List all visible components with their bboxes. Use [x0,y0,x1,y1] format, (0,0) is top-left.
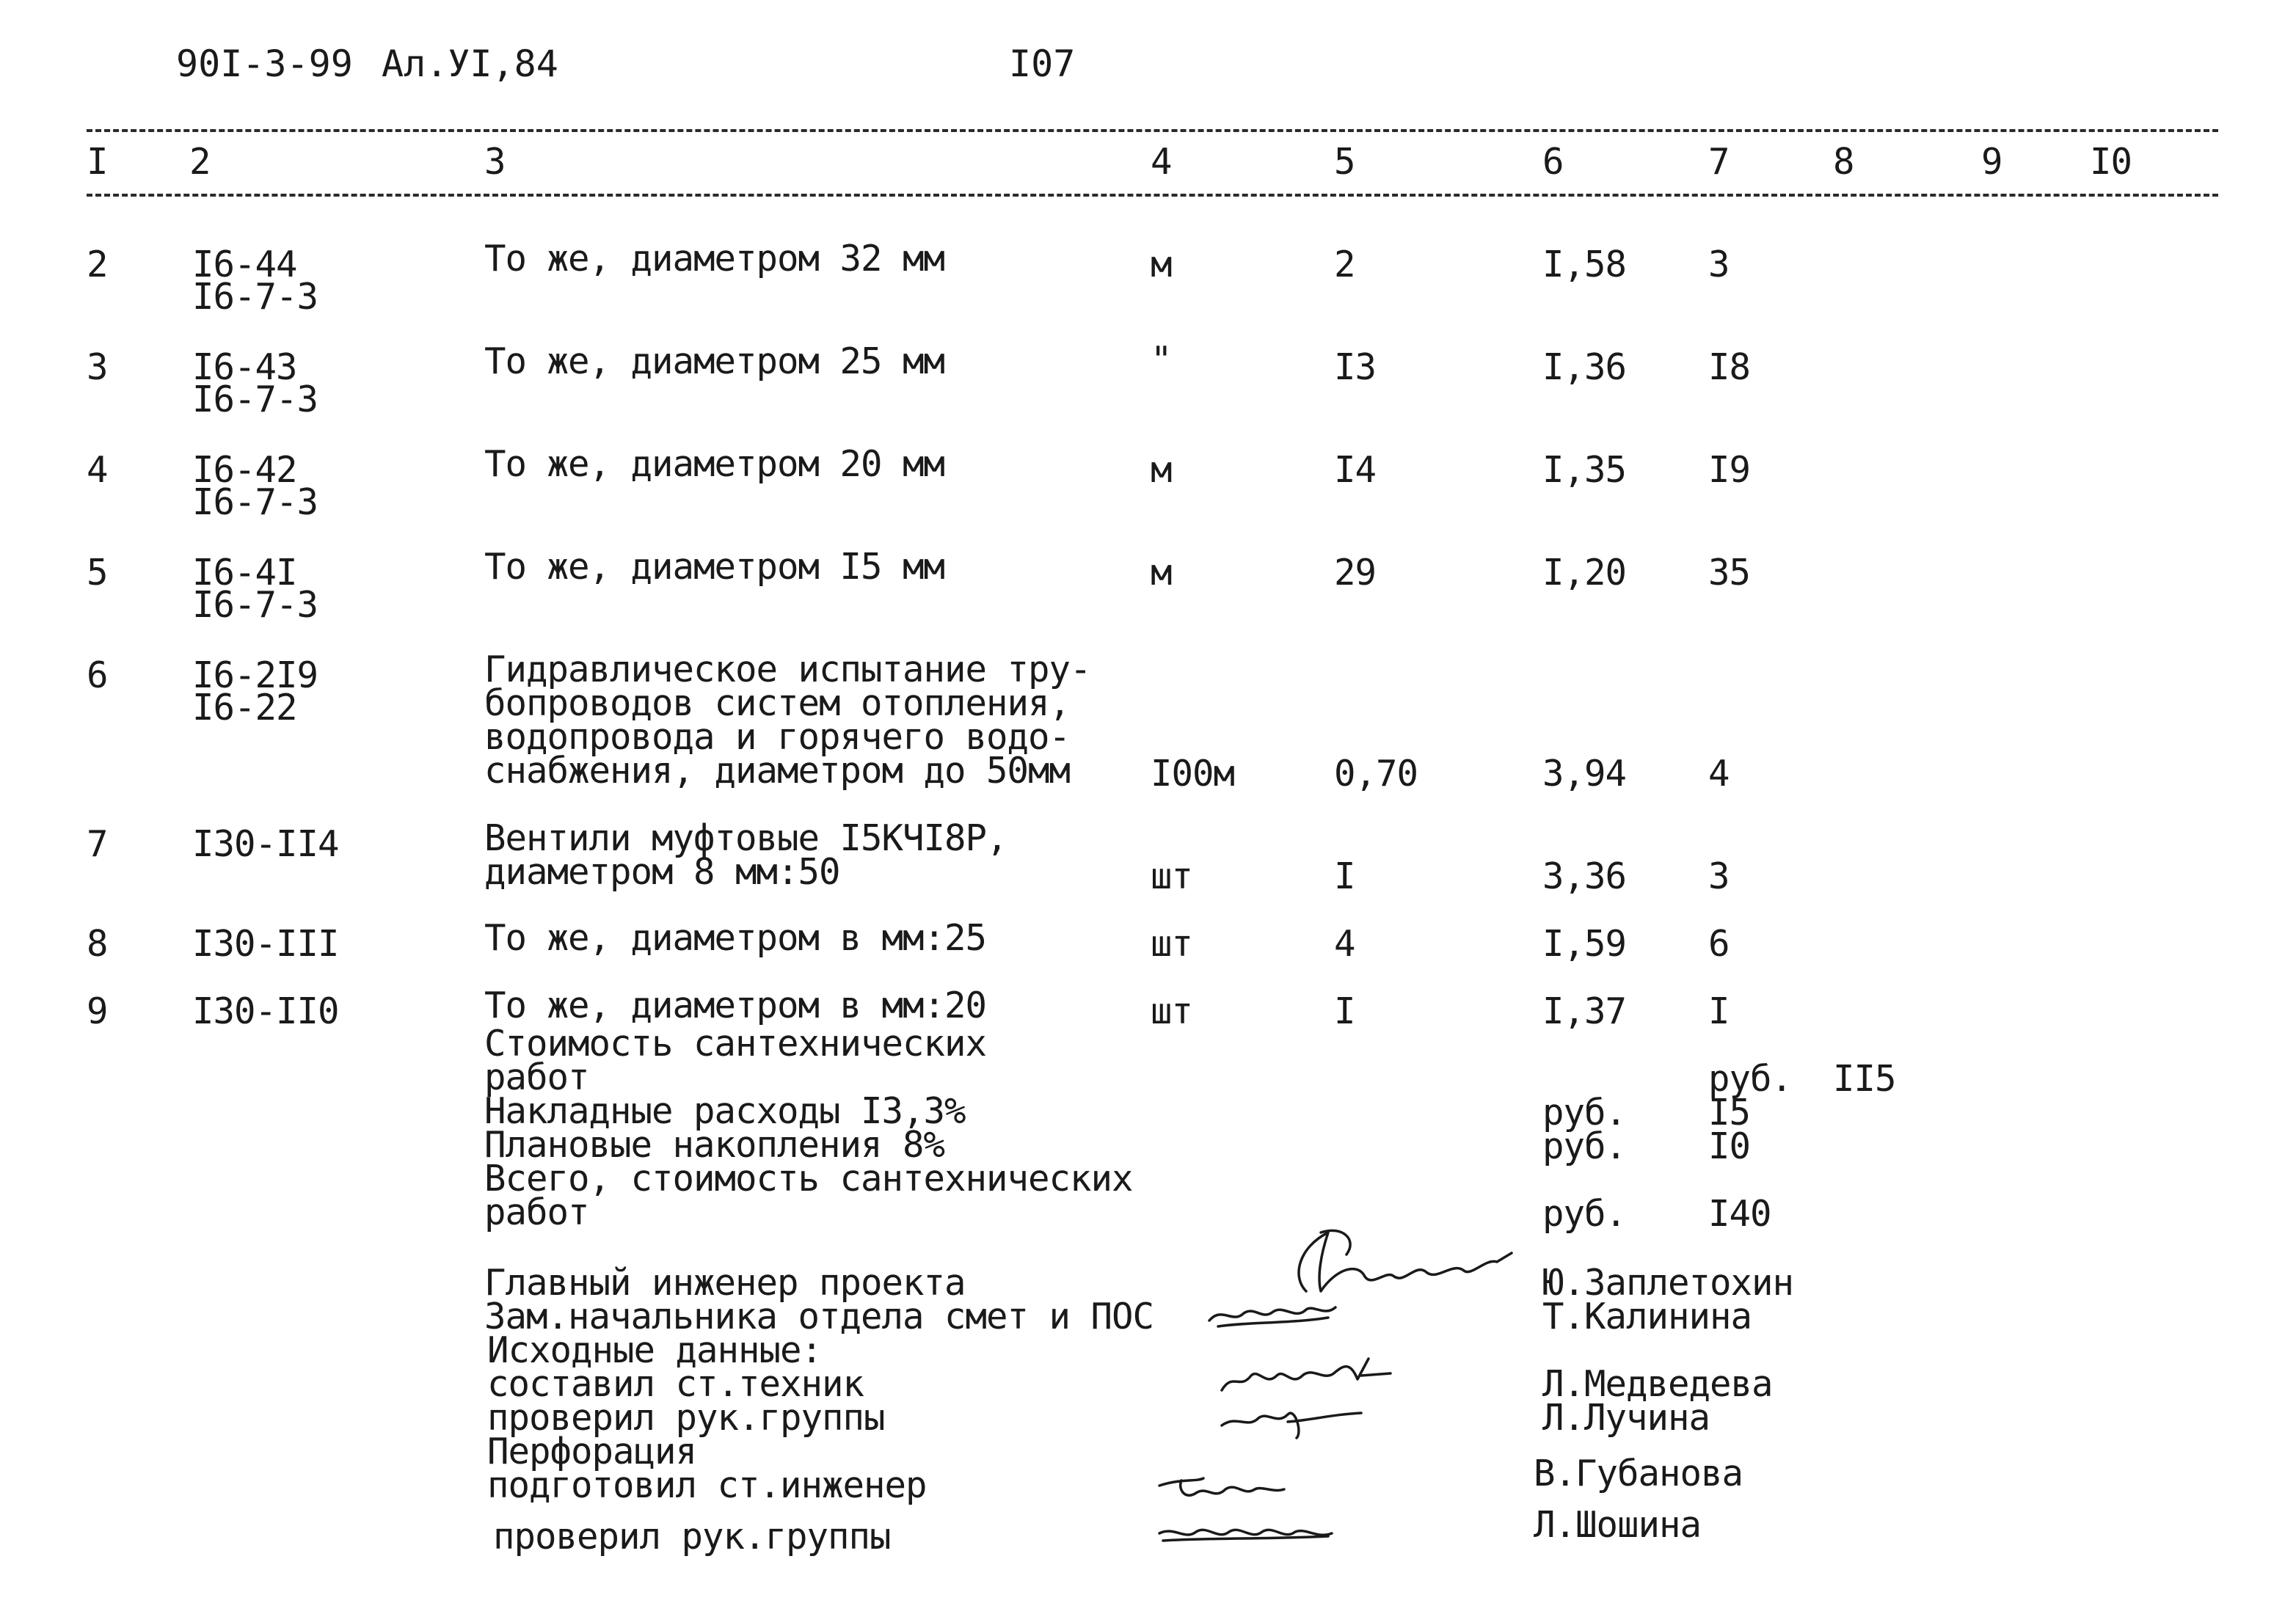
column-header: 9 [1981,141,2002,183]
checked-by-signature [1214,1392,1376,1444]
quantity-cell: I [1334,855,1355,897]
unit-cell: I00м [1151,753,1235,795]
total-cell: 3 [1708,244,1730,285]
total-cell: 35 [1708,552,1751,594]
checked-by-label: проверил рук.группы [487,1397,885,1439]
unit-cell: м [1151,552,1172,594]
work-description: Гидравлическое испытание тру- бопроводов систем отопления, водопровода и горячего водо- снабжения, диаметром до 50мм [484,649,1091,792]
row-number: 4 [87,449,108,491]
quantity-cell: I [1334,990,1355,1032]
unit-price-cell: I,36 [1542,346,1627,388]
norm-code-secondary: I6-7-3 [192,584,318,626]
column-header: 5 [1334,141,1355,183]
row-number: 5 [87,552,108,594]
unit-cell: м [1151,244,1172,285]
norm-code: I6-2I9 [192,654,318,696]
checked-by-name: Л.Лучина [1542,1397,1710,1439]
planned-savings-unit: руб. [1542,1125,1627,1167]
compiled-by-name: Л.Медведева [1542,1363,1773,1405]
unit-price-cell: 3,36 [1542,855,1627,897]
column-header: 7 [1708,141,1730,183]
unit-cell: шт [1151,855,1193,897]
unit-price-cell: 3,94 [1542,753,1627,795]
work-description: То же, диаметром 25 мм [484,340,945,382]
chief-engineer-name: Ю.Заплетохин [1542,1262,1794,1304]
norm-code-secondary: I6-7-3 [192,276,318,318]
unit-cell: шт [1151,990,1193,1032]
total-cost-value: I40 [1708,1193,1771,1235]
row-number: 8 [87,923,108,965]
prepared-by-name: В.Губанова [1534,1453,1743,1494]
deputy-head-name: Т.Калинина [1542,1296,1752,1337]
second-checked-by-label: проверил рук.группы [493,1516,891,1558]
total-cell: 6 [1708,923,1730,965]
column-header: 3 [484,141,506,183]
source-data-label: Исходные данные: [487,1329,823,1371]
second-checked-by-signature [1152,1511,1343,1555]
unit-price-cell: I,35 [1542,449,1627,491]
overhead-unit: руб. [1542,1092,1627,1133]
norm-code: I30-III [192,923,339,965]
document-code: 90I-3-99 [176,43,353,85]
perforation-label: Перфорация [487,1431,697,1472]
work-description: То же, диаметром 32 мм [484,238,945,280]
row-number: 9 [87,990,108,1032]
norm-code: I6-42 [192,449,297,491]
work-description: Вентили муфтовые I5КЧI8Р, диаметром 8 мм:50 [484,817,1007,893]
norm-code: I6-43 [192,346,297,388]
work-description: То же, диаметром I5 мм [484,546,945,588]
cost-label: Стоимость сантехнических работ [484,1023,987,1098]
total-cell: I [1708,990,1730,1032]
work-description: То же, диаметром в мм:25 [484,917,987,959]
prepared-by-signature [1152,1467,1299,1511]
total-cost-label: Всего, стоимость сантехнических работ [484,1158,1133,1233]
quantity-cell: I4 [1334,449,1377,491]
column-header: 8 [1833,141,1854,183]
cost-value: II5 [1833,1058,1896,1100]
quantity-cell: 4 [1334,923,1355,965]
total-cell: 3 [1708,855,1730,897]
row-number: 3 [87,346,108,388]
header-top-rule [87,129,2218,132]
row-number: 7 [87,823,108,865]
cost-unit: руб. [1708,1058,1793,1100]
sheet-reference: Ал.УI,84 [382,43,558,85]
unit-cell: шт [1151,923,1193,965]
total-cell: I8 [1708,346,1751,388]
norm-code-secondary: I6-7-3 [192,481,318,523]
row-number: 2 [87,244,108,285]
quantity-cell: 29 [1334,552,1377,594]
header-bottom-rule [87,194,2218,197]
column-header: 4 [1151,141,1172,183]
unit-cell: м [1151,449,1172,491]
quantity-cell: 2 [1334,244,1355,285]
norm-code-secondary: I6-7-3 [192,379,318,420]
row-number: 6 [87,654,108,696]
total-cell: I9 [1708,449,1751,491]
deputy-head-signature [1203,1291,1350,1335]
second-checked-by-name: Л.Шошина [1534,1504,1702,1546]
column-header: I0 [2090,141,2132,183]
unit-price-cell: I,59 [1542,923,1627,965]
quantity-cell: 0,70 [1334,753,1418,795]
norm-code: I30-II0 [192,990,339,1032]
planned-savings-value: I0 [1708,1125,1751,1167]
norm-code: I6-44 [192,244,297,285]
total-cost-unit: руб. [1542,1193,1627,1235]
overhead-label: Накладные расходы I3,3% [484,1090,966,1132]
unit-price-cell: I,20 [1542,552,1627,594]
page-number: I07 [1009,43,1076,85]
unit-price-cell: I,58 [1542,244,1627,285]
norm-code-secondary: I6-22 [192,687,297,729]
total-cell: 4 [1708,753,1730,795]
column-header: 6 [1542,141,1564,183]
norm-code: I6-4I [192,552,297,594]
column-header: 2 [189,141,211,183]
unit-cell: " [1151,339,1172,381]
column-header: I [87,141,108,183]
planned-savings-label: Плановые накопления 8% [484,1124,945,1166]
prepared-by-label: подготовил ст.инженер [487,1464,927,1506]
work-description: То же, диаметром в мм:20 [484,985,987,1026]
compiled-by-label: составил ст.техник [487,1363,864,1405]
norm-code: I30-II4 [192,823,339,865]
work-description: То же, диаметром 20 мм [484,443,945,485]
deputy-head-label: Зам.начальника отдела смет и ПОС [484,1296,1154,1337]
quantity-cell: I3 [1334,346,1377,388]
unit-price-cell: I,37 [1542,990,1627,1032]
overhead-value: I5 [1708,1092,1751,1133]
chief-engineer-label: Главный инженер проекта [484,1262,966,1304]
